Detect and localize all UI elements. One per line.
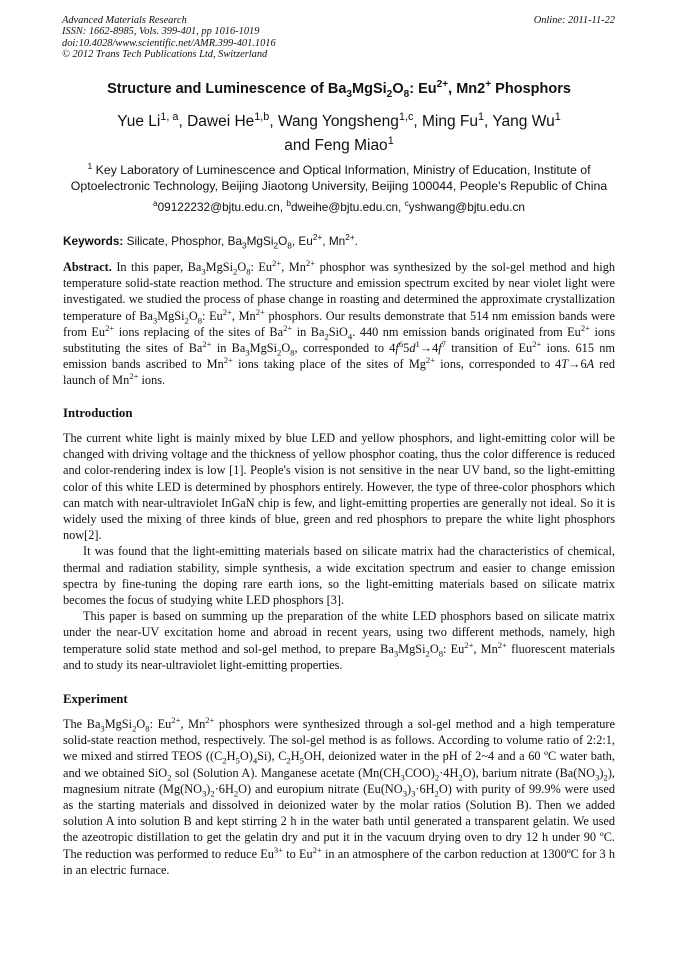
email-a: 09122232@bjtu.edu.cn,: [157, 200, 287, 214]
copyright-line: © 2012 Trans Tech Publications Ltd, Switzerland: [62, 49, 268, 61]
journal-name: Advanced Materials Research: [62, 15, 187, 26]
experiment-body: The $Ba_3MgSi_2O_8$: $Eu^{2+}$, $Mn^{2+}$ phosphors were synthesized through a sol-gel method and a high temperature solid-state reaction method, respectively. The sol-gel method is as follows. According to volume ratio of 2:2:1, we mixed and stirred TEOS $((C_2H_5O)_4Si)$, $C_2H_5OH$, deionized water in the pH of 2~4 and a 60 ºC water bath, and we obtained SiO$_2$ sol (Solution A). Manganese acetate $(Mn(CH_3COO)_2\cdot 4H_2O)$, barium nitrate $(Ba(NO_3)_2)$, magnesium nitrate $(Mg(NO_3)_2\cdot 6H_2O)$ and europium nitrate $(Eu(NO_3)_3\cdot 6H_2O)$ with purity of 99.9% were used as the starting materials and dissolved in deionized water by the molar ratios (Solution B). Then we added solution A into solution B and kept stirring 2 h in the water bath until generated a transparent gelatin. We used the azeotropic distillation to get the gelatin dry and put it in the vacuum drying oven to dry 12 h under 90 ºC. The reduction was performed to reduce $Eu^{3+}$ to $Eu^{2+}$ in an atmosphere of the carbon reduction at 1300ºC for 3 h in an electric furnace.: [63, 714, 616, 877]
experiment-heading: Experiment: [63, 692, 128, 706]
introduction-body: [63, 430, 615, 673]
intro-paragraph-3: This paper is based on summing up the preparation of the white LED phosphors based on silicate matrix under the near-UV excitation home and abroad in recent years, using two different methods, namely, high temperature solid state method and sol-gel method, to prepare $Ba_3MgSi_2O_8$: $Eu^{2+}$, $Mn^{2+}$ fluorescent materials and to study its near-ultraviolet light-emitting properties.: [63, 609, 615, 672]
doi-line: doi:10.4028/www.scientific.net/AMR.399-401.1016: [62, 37, 276, 49]
email-c: yshwang@bjtu.edu.cn: [408, 200, 525, 214]
email-b: dweihe@bjtu.edu.cn,: [290, 200, 405, 214]
paper-title: Structure and Luminescence of $Ba_3MgSi_2O_8$: $Eu^{2+}$, Mn2+ Phosphors: [107, 79, 571, 100]
author-list: Yue Li$^{1, a}$, Dawei He$^{1,b}$, Wang Yongsheng$^{1,c}$, Ming Fu$^1$, Yang Wu$^1$ and Feng Miao$^1$: [117, 110, 561, 154]
journal-header: [62, 15, 276, 61]
issn-line: ISSN: 1662-8985, Vols. 399-401, pp 1016-1019: [62, 26, 260, 38]
intro-paragraph-1: The current white light is mainly mixed by blue LED and yellow phosphors, and light-emitting color will be changed with driving voltage and the thickness of yellow phosphor coating, thus the color difference is reduced and color-rendering index is low [1]. People's vision is not sensitive in the near UV band, so the light-emitting color of this white LED is determined by phosphors entirely. However, the type of three-color phosphors which can match with near-ultraviolet InGaN chip is few, and light-emitting properties are generally not ideal. So it is widely used the mixing of three kinds of blue, green and red phosphors to prepare the white light phosphors now[2].: [63, 431, 615, 543]
abstract: Abstract. In this paper, $Ba_3MgSi_2O_8$: $Eu^{2+}$, $Mn^{2+}$ phosphor was synthesized by the sol-gel method and high temperature solid-state reaction method. The structure and emission spectrum excited by near violet light were investigated. we studied the process of phase change in roasting and determined the approximate crystallization temperature of $Ba_3MgSi_2O_8$: $Eu^{2+}$, $Mn^{2+}$ phosphors. Our results demonstrate that 514 nm emission bands were from $Eu^{2+}$ ions replacing of the sites of $Ba^{2+}$ in $Ba_2SiO_4$. 440 nm emission bands originated from $Eu^{2+}$ ions substituting the sites of $Ba^{2+}$ in $Ba_3MgSi_2O_8$, corresponded to $4f^65d^1\to 4f^7$ transition of $Eu^{2+}$ ions. 615 nm emission bands ascribed to $Mn^{2+}$ ions taking place of the sites of $Mg^{2+}$ ions, corresponded to 4T→6A red launch of $Mn^{2+}$ ions.: [63, 257, 616, 388]
online-date: Online: 2011-11-22: [533, 15, 615, 26]
author-emails: $^a$09122232@bjtu.edu.cn, $^b$dweihe@bjtu.edu.cn, $^c$yshwang@bjtu.edu.cn: [153, 199, 525, 214]
keywords: Keywords: Silicate, Phosphor, $Ba_3MgSi_2O_8$, $Eu^{2+}$, $Mn^{2+}$.: [63, 233, 358, 251]
intro-paragraph-2: It was found that the light-emitting materials based on silicate matrix had the characteristics of chemical, thermal and radiation stability, simple synthesis, a wide excitation spectrum and easier to change emission spectra by fine-tuning the doping rare earth ions, so the light-emitting materials based on silicate matrix becomes the focus of studying white LED phosphors [3].: [63, 544, 615, 608]
introduction-heading: Introduction: [63, 406, 133, 420]
affiliation: $^1$ Key Laboratory of Luminescence and Optical Information, Ministry of Education, Institute of Optoelectronic Technology, Beijing Jiaotong University, Beijing 100044, People’s Republic of China: [70, 160, 608, 193]
